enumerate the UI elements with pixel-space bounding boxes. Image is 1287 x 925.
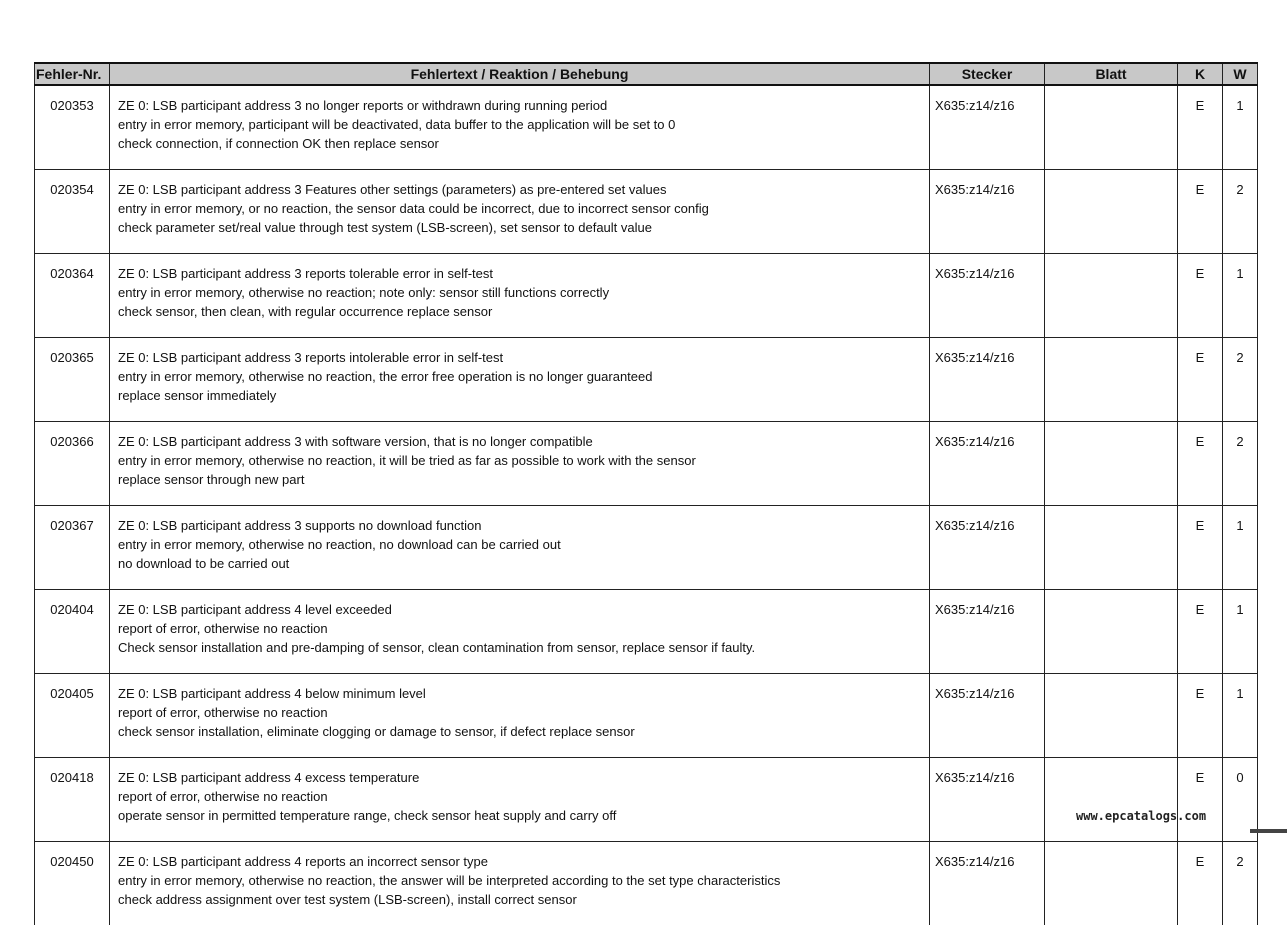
error-text: ZE 0: LSB participant address 4 level exceeded [118,600,921,619]
error-remedy: check parameter set/real value through test system (LSB-screen), set sensor to default value [118,218,921,237]
table-row [35,842,1258,925]
error-text: ZE 0: LSB participant address 4 excess temperature [118,768,921,787]
k-value: E [1178,170,1223,254]
header-row [35,63,1258,85]
connector: X635:z14/z16 [930,590,1045,674]
table-row [35,254,1258,338]
k-value: E [1178,674,1223,758]
connector: X635:z14/z16 [930,758,1045,842]
corner-divider [1250,829,1287,833]
connector: X635:z14/z16 [930,170,1045,254]
k-value: E [1178,506,1223,590]
error-text: ZE 0: LSB participant address 4 reports an incorrect sensor type [118,852,921,871]
header-stecker: Stecker [930,63,1045,85]
error-reaction: entry in error memory, otherwise no reaction; note only: sensor still functions correctly [118,283,921,302]
error-reaction: report of error, otherwise no reaction [118,787,921,806]
error-text: ZE 0: LSB participant address 3 reports tolerable error in self-test [118,264,921,283]
error-number: 020353 [35,85,110,170]
table-row [35,422,1258,506]
connector: X635:z14/z16 [930,422,1045,506]
sheet [1045,590,1178,674]
table-header [35,63,1258,85]
error-reaction: report of error, otherwise no reaction [118,703,921,722]
connector: X635:z14/z16 [930,338,1045,422]
sheet [1045,506,1178,590]
connector: X635:z14/z16 [930,254,1045,338]
w-value: 2 [1223,422,1258,506]
error-number: 020366 [35,422,110,506]
w-value: 1 [1223,85,1258,170]
error-description [110,338,930,422]
watermark-url: www.epcatalogs.com [1076,809,1206,823]
error-description [110,170,930,254]
w-value: 2 [1223,170,1258,254]
w-value: 1 [1223,254,1258,338]
error-text: ZE 0: LSB participant address 3 supports no download function [118,516,921,535]
w-value: 1 [1223,590,1258,674]
error-reaction: entry in error memory, otherwise no reaction, no download can be carried out [118,535,921,554]
error-number: 020354 [35,170,110,254]
table-row [35,170,1258,254]
connector: X635:z14/z16 [930,85,1045,170]
w-value: 1 [1223,674,1258,758]
header-blatt: Blatt [1045,63,1178,85]
table-row [35,506,1258,590]
header-fehler-nr: Fehler-Nr. [35,63,110,85]
error-reaction: entry in error memory, otherwise no reaction, the answer will be interpreted according to the set type characteristics [118,871,921,890]
table-row [35,674,1258,758]
table-row [35,590,1258,674]
error-remedy: check address assignment over test system (LSB-screen), install correct sensor [118,890,921,909]
k-value: E [1178,842,1223,925]
sheet [1045,85,1178,170]
error-number: 020365 [35,338,110,422]
table-row [35,338,1258,422]
k-value: E [1178,590,1223,674]
error-reaction: entry in error memory, otherwise no reaction, it will be tried as far as possible to work with the sensor [118,451,921,470]
connector: X635:z14/z16 [930,674,1045,758]
connector: X635:z14/z16 [930,842,1045,925]
error-text: ZE 0: LSB participant address 3 with software version, that is no longer compatible [118,432,921,451]
error-text: ZE 0: LSB participant address 3 no longer reports or withdrawn during running period [118,96,921,115]
header-fehlertext: Fehlertext / Reaktion / Behebung [110,63,930,85]
error-remedy: check sensor installation, eliminate clogging or damage to sensor, if defect replace sensor [118,722,921,741]
error-remedy: check connection, if connection OK then replace sensor [118,134,921,153]
sheet [1045,674,1178,758]
k-value: E [1178,422,1223,506]
error-description [110,254,930,338]
error-description [110,506,930,590]
error-reaction: entry in error memory, otherwise no reaction, the error free operation is no longer guaranteed [118,367,921,386]
header-w: W [1223,63,1258,85]
error-text: ZE 0: LSB participant address 3 reports intolerable error in self-test [118,348,921,367]
k-value: E [1178,758,1223,842]
table-body [35,85,1258,925]
error-number: 020404 [35,590,110,674]
error-reaction: report of error, otherwise no reaction [118,619,921,638]
error-number: 020405 [35,674,110,758]
sheet [1045,170,1178,254]
sheet [1045,254,1178,338]
error-text: ZE 0: LSB participant address 4 below minimum level [118,684,921,703]
error-number: 020418 [35,758,110,842]
k-value: E [1178,254,1223,338]
k-value: E [1178,338,1223,422]
error-remedy: no download to be carried out [118,554,921,573]
w-value: 1 [1223,506,1258,590]
error-description [110,422,930,506]
table-row [35,758,1258,842]
connector: X635:z14/z16 [930,506,1045,590]
w-value: 2 [1223,338,1258,422]
error-description [110,842,930,925]
error-remedy: replace sensor through new part [118,470,921,489]
sheet [1045,758,1178,842]
error-remedy: operate sensor in permitted temperature range, check sensor heat supply and carry off [118,806,921,825]
error-number: 020364 [35,254,110,338]
error-description [110,758,930,842]
table-row [35,85,1258,170]
sheet [1045,338,1178,422]
error-remedy: replace sensor immediately [118,386,921,405]
error-description [110,590,930,674]
sheet [1045,422,1178,506]
error-code-table [34,62,1258,925]
error-description [110,674,930,758]
k-value: E [1178,85,1223,170]
error-number: 020450 [35,842,110,925]
error-reaction: entry in error memory, participant will be deactivated, data buffer to the application will be set to 0 [118,115,921,134]
w-value: 2 [1223,842,1258,925]
error-reaction: entry in error memory, or no reaction, the sensor data could be incorrect, due to incorrect sensor config [118,199,921,218]
error-number: 020367 [35,506,110,590]
error-text: ZE 0: LSB participant address 3 Features other settings (parameters) as pre-entered set values [118,180,921,199]
w-value: 0 [1223,758,1258,842]
sheet [1045,842,1178,925]
error-description [110,85,930,170]
error-remedy: Check sensor installation and pre-damping of sensor, clean contamination from sensor, replace sensor if faulty. [118,638,921,657]
error-remedy: check sensor, then clean, with regular occurrence replace sensor [118,302,921,321]
header-k: K [1178,63,1223,85]
